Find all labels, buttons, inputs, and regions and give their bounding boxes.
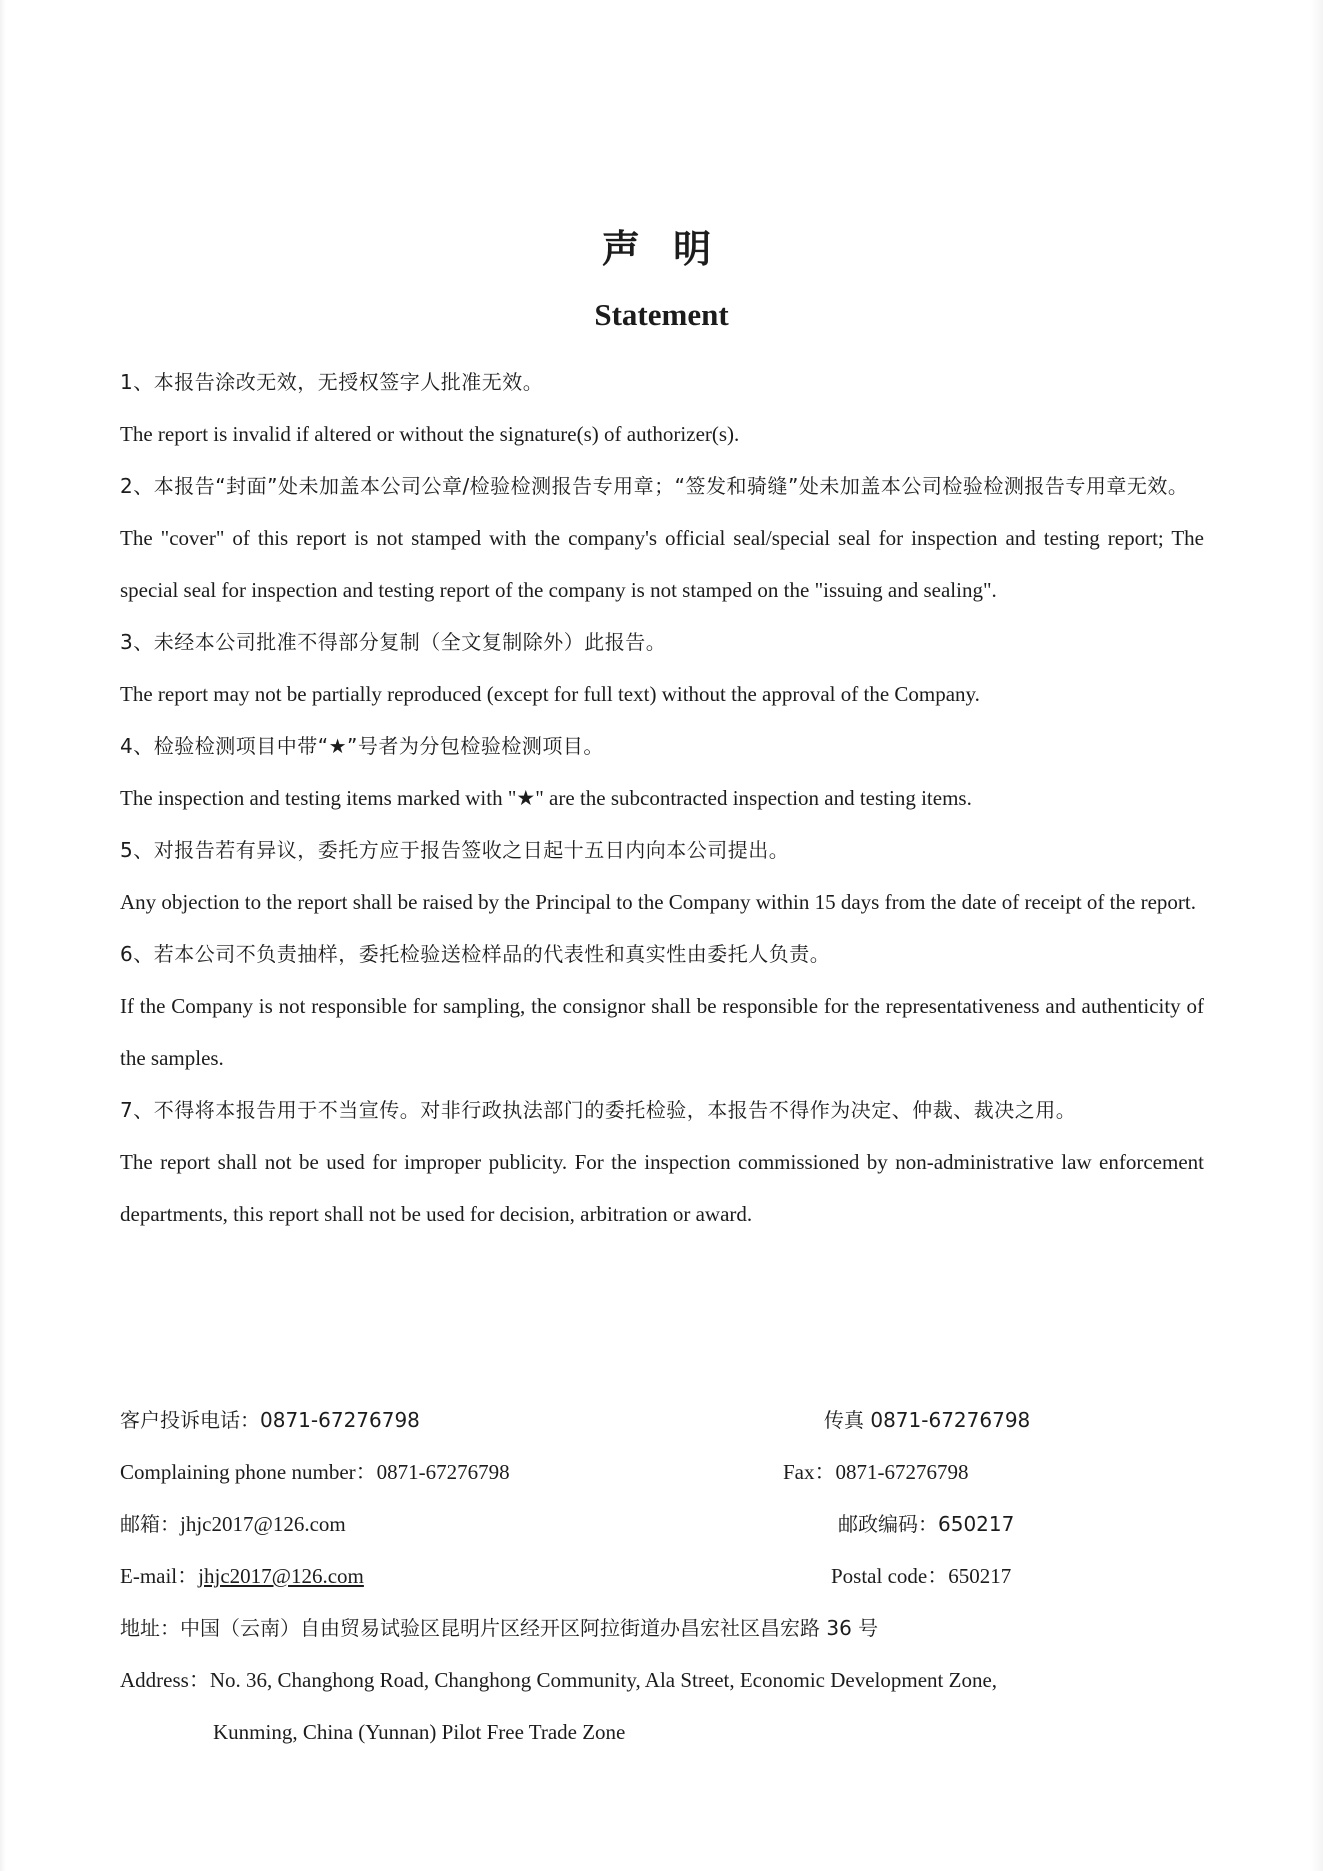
item-text-en: The inspection and testing items marked with "★" are the subcontracted inspection and testing items. xyxy=(120,786,972,810)
statement-item-7 xyxy=(120,1084,1204,1240)
complaint-phone-cn: 客户投诉电话：0871-67276798 xyxy=(120,1408,420,1432)
email-cn-label: 邮箱： xyxy=(120,1512,180,1536)
postal-code-en: Postal code：650217 xyxy=(831,1564,1012,1588)
item-text-cn: 4、检验检测项目中带“★”号者为分包检验检测项目。 xyxy=(120,734,604,758)
item-text-cn: 6、若本公司不负责抽样，委托检验送检样品的代表性和真实性由委托人负责。 xyxy=(120,942,831,966)
page-title-cn: 声 明 xyxy=(601,227,722,271)
contact-row-address-en-2 xyxy=(120,1706,1204,1758)
item-text-en: The report may not be partially reproduced (except for full text) without the approval of the Company. xyxy=(120,682,980,706)
statement-item-6 xyxy=(120,928,1204,1084)
email-en xyxy=(120,1550,364,1602)
statement-item-4 xyxy=(120,720,1204,824)
email-cn-value: jhjc2017@126.com xyxy=(180,1512,346,1536)
contact-info xyxy=(120,1394,1204,1758)
email-cn xyxy=(120,1498,346,1550)
fax-en: Fax：0871-67276798 xyxy=(783,1460,969,1484)
statement-item-5 xyxy=(120,824,1204,928)
statement-body xyxy=(120,356,1204,1240)
fax-cn: 传真 0871-67276798 xyxy=(824,1408,1031,1432)
item-text-en: The report is invalid if altered or without the signature(s) of authorizer(s). xyxy=(120,422,740,446)
complaint-phone-en: Complaining phone number：0871-67276798 xyxy=(120,1460,510,1484)
item-text-en: If the Company is not responsible for sampling, the consignor shall be responsible for the representativeness and authenticity of the samples. xyxy=(120,994,1204,1070)
statement-item-2 xyxy=(120,460,1204,616)
page-title-en: Statement xyxy=(594,297,729,332)
email-link[interactable]: jhjc2017@126.com xyxy=(198,1564,364,1588)
contact-row-email-en xyxy=(120,1550,1204,1602)
item-text-cn: 7、不得将本报告用于不当宣传。对非行政执法部门的委托检验，本报告不得作为决定、仲裁、裁决之用。 xyxy=(120,1098,1077,1122)
contact-row-email-cn xyxy=(120,1498,1204,1550)
contact-row-address-en xyxy=(120,1654,1204,1706)
address-en-line2: Kunming, China (Yunnan) Pilot Free Trade Zone xyxy=(213,1720,626,1744)
item-text-en: Any objection to the report shall be raised by the Principal to the Company within 15 days from the date of receipt of the report. xyxy=(120,890,1196,914)
contact-row-address-cn xyxy=(120,1602,1204,1654)
item-text-cn: 3、未经本公司批准不得部分复制（全文复制除外）此报告。 xyxy=(120,630,667,654)
contact-row-phone-en xyxy=(120,1446,1204,1498)
item-text-cn: 1、本报告涂改无效，无授权签字人批准无效。 xyxy=(120,370,544,394)
address-cn: 地址：中国（云南）自由贸易试验区昆明片区经开区阿拉街道办昌宏社区昌宏路 36 号 xyxy=(120,1616,879,1640)
statement-item-3 xyxy=(120,616,1204,720)
item-text-cn: 5、对报告若有异议，委托方应于报告签收之日起十五日内向本公司提出。 xyxy=(120,838,790,862)
postal-code-cn: 邮政编码：650217 xyxy=(838,1512,1015,1536)
email-en-label: E-mail： xyxy=(120,1564,199,1588)
contact-row-phone-cn xyxy=(120,1394,1204,1446)
item-text-cn: 2、本报告“封面”处未加盖本公司公章/检验检测报告专用章；“签发和骑缝”处未加盖本公司检验检测报告专用章无效。 xyxy=(120,474,1189,498)
statement-item-1 xyxy=(120,356,1204,460)
item-text-en: The report shall not be used for improper publicity. For the inspection commissioned by non-administrative law enforcement departments, this report shall not be used for decision, arbitration or award. xyxy=(120,1150,1204,1226)
address-en-line1: Address：No. 36, Changhong Road, Changhong Community, Ala Street, Economic Development Zone, xyxy=(120,1668,998,1692)
item-text-en: The "cover" of this report is not stamped with the company's official seal/special seal for inspection and testing report; The special seal for inspection and testing report of the company is not stamped on the "issuing and sealing". xyxy=(120,526,1204,602)
